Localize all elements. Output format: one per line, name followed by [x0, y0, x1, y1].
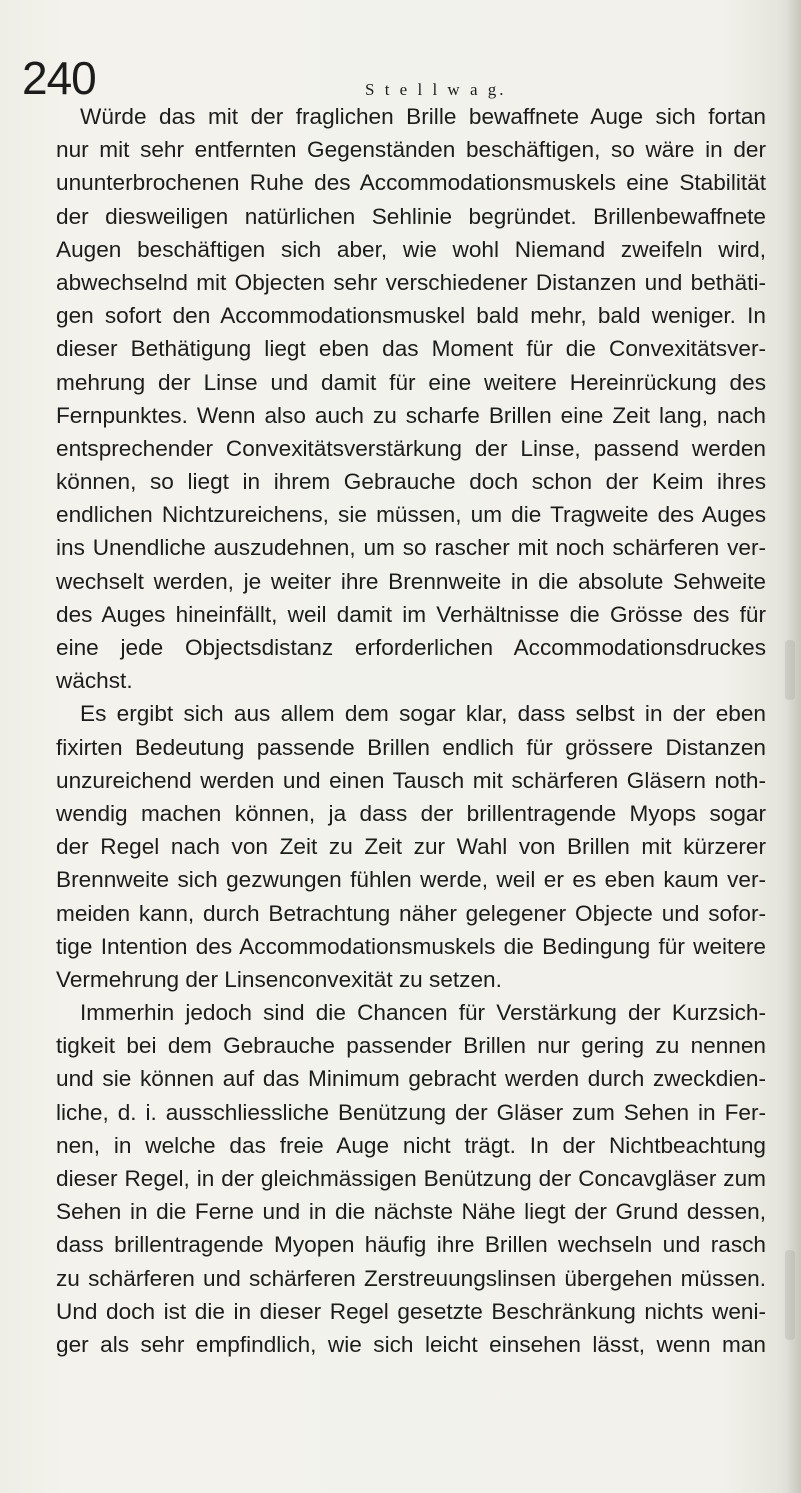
text-line: Immerhin jedoch sind die Chancen für Verstärkung der Kurzsich-: [80, 1000, 766, 1026]
text-line: gen sofort den Accommodationsmuskel bald mehr, bald weniger. In: [56, 303, 766, 329]
text-line: Es ergibt sich aus allem dem sogar klar, dass selbst in der eben: [80, 701, 766, 727]
text-line: der diesweiligen natürlichen Sehlinie begründet. Brillenbewaffnete: [56, 203, 766, 229]
text-line: mehrung der Linse und damit für eine weitere Hereinrückung des: [56, 369, 766, 395]
text-line: Brennweite sich gezwungen fühlen werde, weil er es eben kaum ver-: [56, 867, 766, 893]
text-line: Würde das mit der fraglichen Brille bewaffnete Auge sich fortan: [80, 104, 766, 129]
text-line: Vermehrung der Linsenconvexität zu setzen.: [56, 966, 502, 992]
paragraph: [56, 100, 766, 697]
running-head: S t e l l w a g.: [365, 80, 507, 99]
page-stain: [785, 1250, 795, 1340]
text-line: tigkeit bei dem Gebrauche passender Brillen nur gering zu nennen: [56, 1033, 766, 1059]
text-line: endlichen Nichtzureichens, sie müssen, um die Tragweite des Auges: [56, 502, 766, 528]
text-line: dieser Bethätigung liegt eben das Moment für die Convexitätsver-: [56, 336, 766, 362]
text-line: tige Intention des Accommodationsmuskels die Bedingung für weitere: [56, 933, 766, 959]
text-line: Und doch ist die in dieser Regel gesetzte Beschränkung nichts weni-: [56, 1298, 766, 1324]
text-line: dieser Regel, in der gleichmässigen Benützung der Concavgläser zum: [56, 1166, 766, 1191]
text-line: abwechselnd mit Objecten sehr verschiedener Distanzen und bethäti-: [56, 269, 766, 295]
text-line: Fernpunktes. Wenn also auch zu scharfe Brillen eine Zeit lang, nach: [56, 402, 766, 428]
text-line: meiden kann, durch Betrachtung näher gelegener Objecte und sofor-: [56, 900, 766, 926]
text-line: Augen beschäftigen sich aber, wie wohl Niemand zweifeln wird,: [56, 236, 766, 262]
text-line: und sie können auf das Minimum gebracht werden durch zweckdien-: [56, 1066, 766, 1092]
page-number: 240: [22, 52, 96, 104]
text-line: ins Unendliche auszudehnen, um so rascher mit noch schärferen ver-: [56, 535, 766, 561]
text-line: des Auges hineinfällt, weil damit im Verhältnisse die Grösse des für: [56, 601, 766, 627]
text-line: entsprechender Convexitätsverstärkung der Linse, passend werden: [56, 435, 766, 461]
text-line: fixirten Bedeutung passende Brillen endlich für grössere Distanzen: [56, 734, 766, 760]
text-line: Sehen in die Ferne und in die nächste Nähe liegt der Grund dessen,: [56, 1199, 766, 1225]
text-line: zu schärferen und schärferen Zerstreuungslinsen übergehen müssen.: [56, 1265, 766, 1291]
text-line: der Regel nach von Zeit zu Zeit zur Wahl von Brillen mit kürzerer: [56, 834, 766, 860]
paragraph: [56, 996, 766, 1361]
text-line: unzureichend werden und einen Tausch mit schärferen Gläsern noth-: [56, 767, 766, 793]
page-stain: [785, 640, 795, 700]
text-line: wendig machen können, ja dass der brillentragende Myops sogar: [56, 800, 766, 826]
text-line: liche, d. i. ausschliessliche Benützung der Gläser zum Sehen in Fer-: [56, 1099, 766, 1125]
text-line: eine jede Objectsdistanz erforderlichen Accommodationsdruckes: [56, 635, 766, 660]
text-line: können, so liegt in ihrem Gebrauche doch schon der Keim ihres: [56, 469, 766, 495]
text-line: ger als sehr empfindlich, wie sich leicht einsehen lässt, wenn man: [56, 1331, 766, 1357]
text-line: wächst.: [56, 668, 133, 694]
text-line: dass brillentragende Myopen häufig ihre Brillen wechseln und rasch: [56, 1232, 766, 1258]
text-line: wechselt werden, je weiter ihre Brennweite in die absolute Sehweite: [56, 568, 766, 594]
paragraph: [56, 697, 766, 996]
text-line: nen, in welche das freie Auge nicht trägt. In der Nichtbeachtung: [56, 1132, 766, 1158]
body-text: [56, 100, 766, 1361]
text-line: ununterbrochenen Ruhe des Accommodationsmuskels eine Stabilität: [56, 170, 766, 196]
text-line: nur mit sehr entfernten Gegenständen beschäftigen, so wäre in der: [56, 137, 766, 163]
